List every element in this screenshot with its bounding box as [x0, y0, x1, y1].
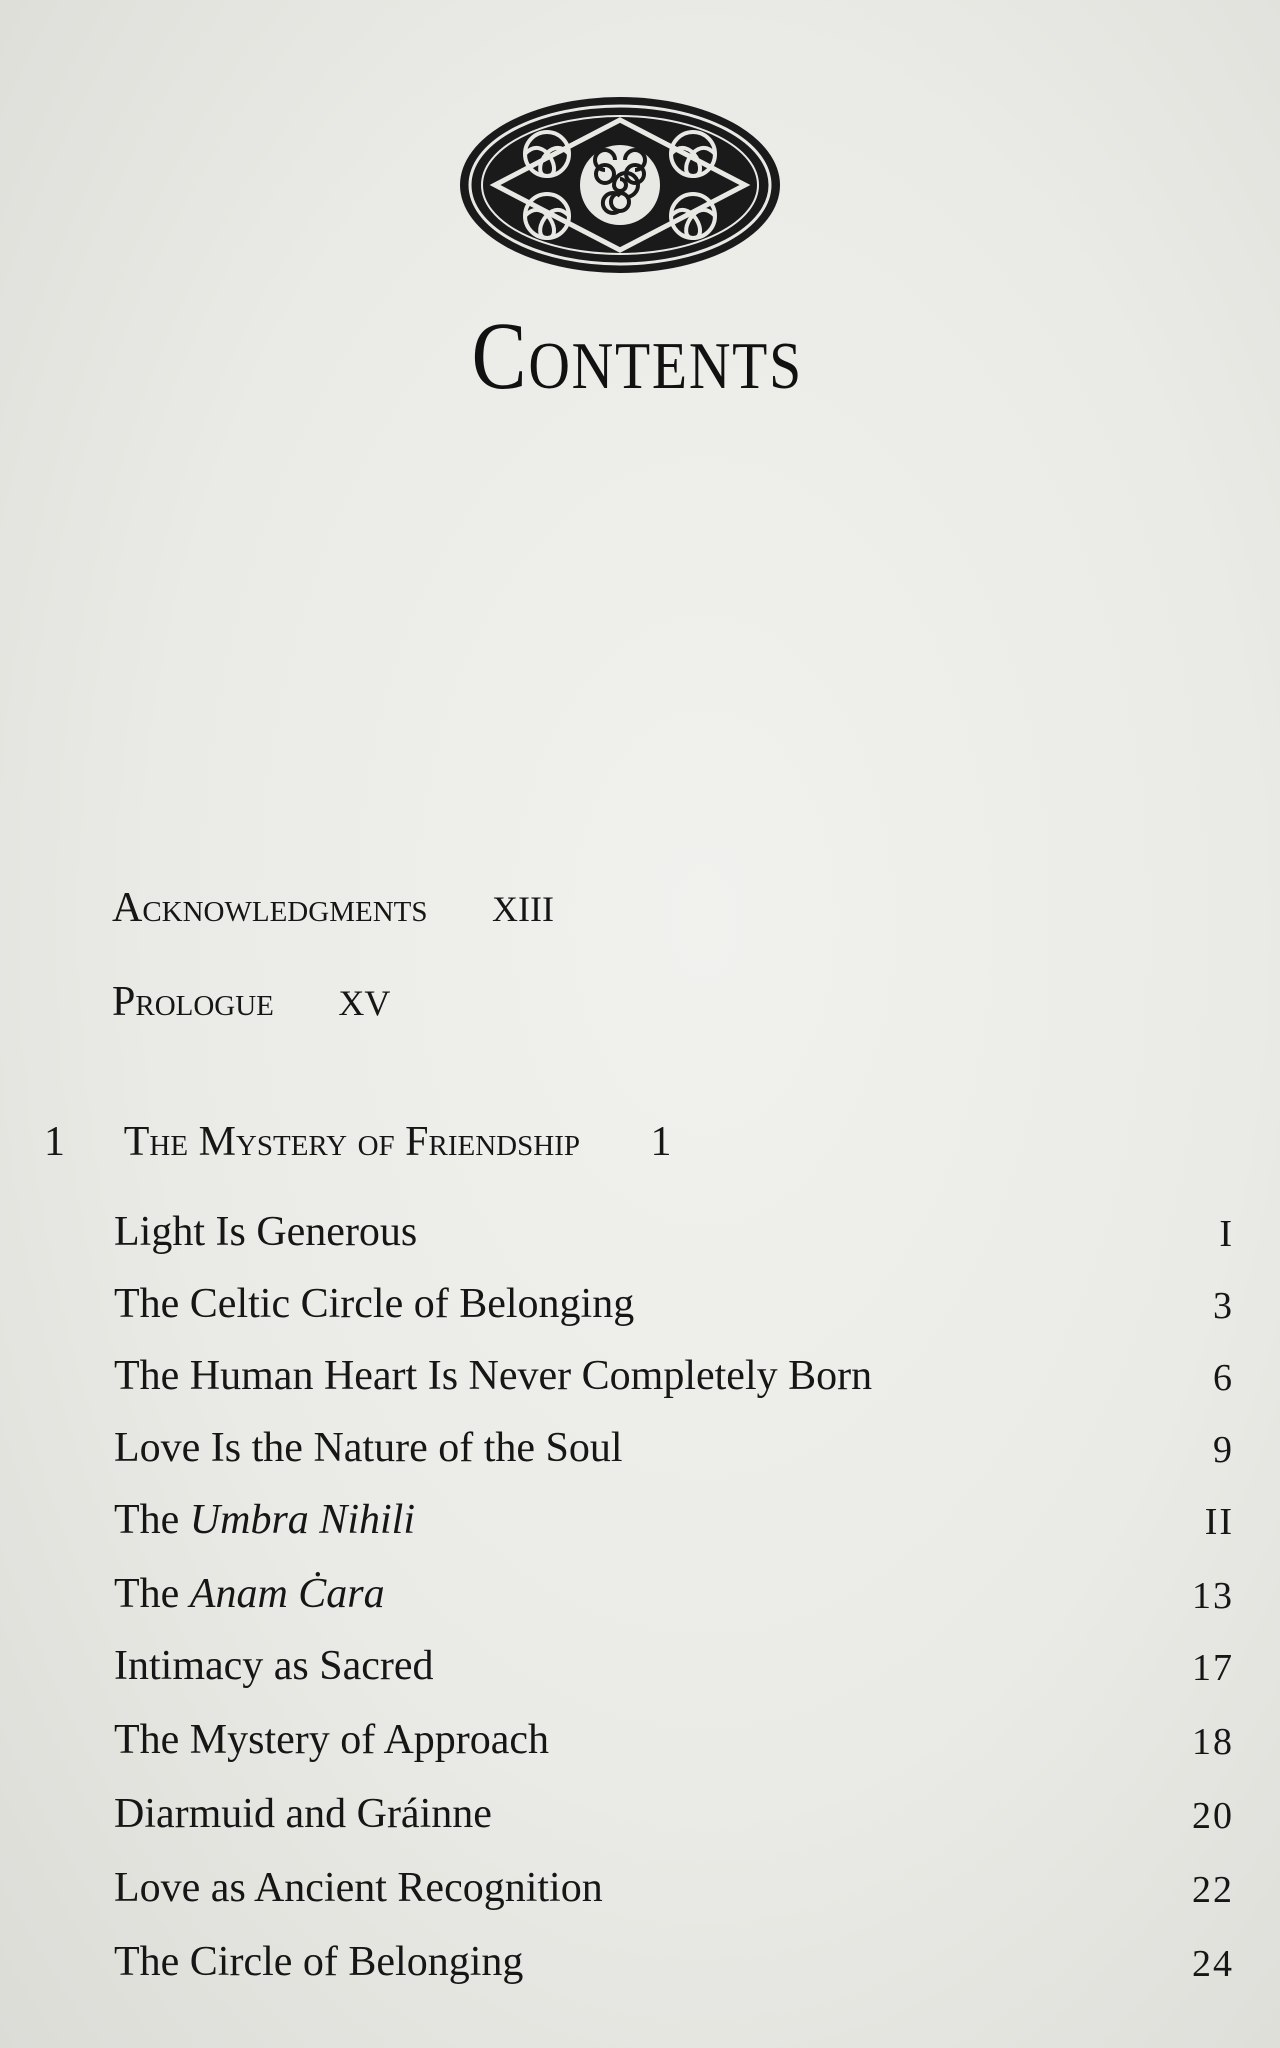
- entry-title-text: Love as Ancient Recognition: [114, 1865, 603, 1911]
- entry-title: [114, 1496, 415, 1544]
- entry-title-italic: Umbra Nihili: [189, 1497, 415, 1543]
- chapter-title: The Mystery of Friendship: [123, 1119, 580, 1165]
- chapter-number: 1: [44, 1119, 65, 1165]
- front-matter-label: Acknowledgments: [112, 885, 428, 931]
- entry-title-text: The: [114, 1571, 190, 1617]
- toc-entry[interactable]: [114, 1864, 1234, 1924]
- front-matter-prologue[interactable]: [112, 978, 390, 1026]
- toc-entry[interactable]: [114, 1208, 1234, 1268]
- toc-entry[interactable]: [114, 1938, 1234, 1998]
- entry-title: [114, 1642, 434, 1690]
- entry-title: [114, 1424, 623, 1472]
- toc-entry[interactable]: [114, 1642, 1234, 1702]
- entry-page: 3: [1213, 1285, 1234, 1327]
- toc-entry[interactable]: [114, 1716, 1234, 1776]
- contents-heading: Contents: [471, 302, 803, 409]
- entry-title: [114, 1570, 385, 1618]
- front-matter-acknowledgments[interactable]: [112, 884, 554, 932]
- entry-title: [114, 1352, 872, 1400]
- entry-title-text: Diarmuid and Gráinne: [114, 1791, 492, 1837]
- entry-title-text: Light Is Generous: [114, 1209, 418, 1255]
- entry-page: 22: [1192, 1869, 1234, 1911]
- toc-entry[interactable]: [114, 1496, 1234, 1556]
- front-matter-label: Prologue: [112, 979, 274, 1025]
- front-matter-page: XIII: [491, 889, 554, 929]
- entry-title-text: The Human Heart Is Never Completely Born: [114, 1353, 873, 1399]
- chapter-page: 1: [650, 1119, 672, 1165]
- toc-entry[interactable]: [114, 1790, 1234, 1850]
- celtic-knot-ornament-icon: [455, 92, 785, 278]
- entry-page: 17: [1192, 1647, 1234, 1689]
- entry-title: [114, 1864, 603, 1912]
- entry-title: [114, 1716, 549, 1764]
- toc-entry[interactable]: [114, 1570, 1234, 1630]
- entry-title-text: Love Is the Nature of the Soul: [114, 1425, 623, 1471]
- entry-title-text: The Mystery of Approach: [114, 1717, 550, 1763]
- entry-title-text: Intimacy as Sacred: [114, 1643, 434, 1689]
- entry-page: 24: [1192, 1943, 1234, 1985]
- entry-page: 13: [1192, 1575, 1234, 1617]
- toc-entry[interactable]: [114, 1352, 1234, 1412]
- chapter-heading[interactable]: [44, 1118, 671, 1166]
- entry-page: 18: [1192, 1721, 1234, 1763]
- toc-entry[interactable]: [114, 1424, 1234, 1484]
- entry-page: 20: [1192, 1795, 1234, 1837]
- entry-title-text: The: [114, 1497, 190, 1543]
- entry-title-italic: Anam Ċara: [189, 1571, 385, 1617]
- entry-title: [114, 1790, 492, 1838]
- toc-entry[interactable]: [114, 1280, 1234, 1340]
- front-matter-page: XV: [338, 983, 391, 1023]
- entry-page: I: [1219, 1213, 1234, 1255]
- entry-title-text: The Circle of Belonging: [114, 1939, 524, 1985]
- entry-title: [114, 1208, 417, 1256]
- entry-title-text: The Celtic Circle of Belonging: [114, 1281, 635, 1327]
- entry-page: II: [1204, 1501, 1234, 1543]
- entry-title: [114, 1938, 523, 1986]
- entry-title: [114, 1280, 634, 1328]
- entry-page: 6: [1213, 1357, 1234, 1399]
- entry-page: 9: [1213, 1429, 1234, 1471]
